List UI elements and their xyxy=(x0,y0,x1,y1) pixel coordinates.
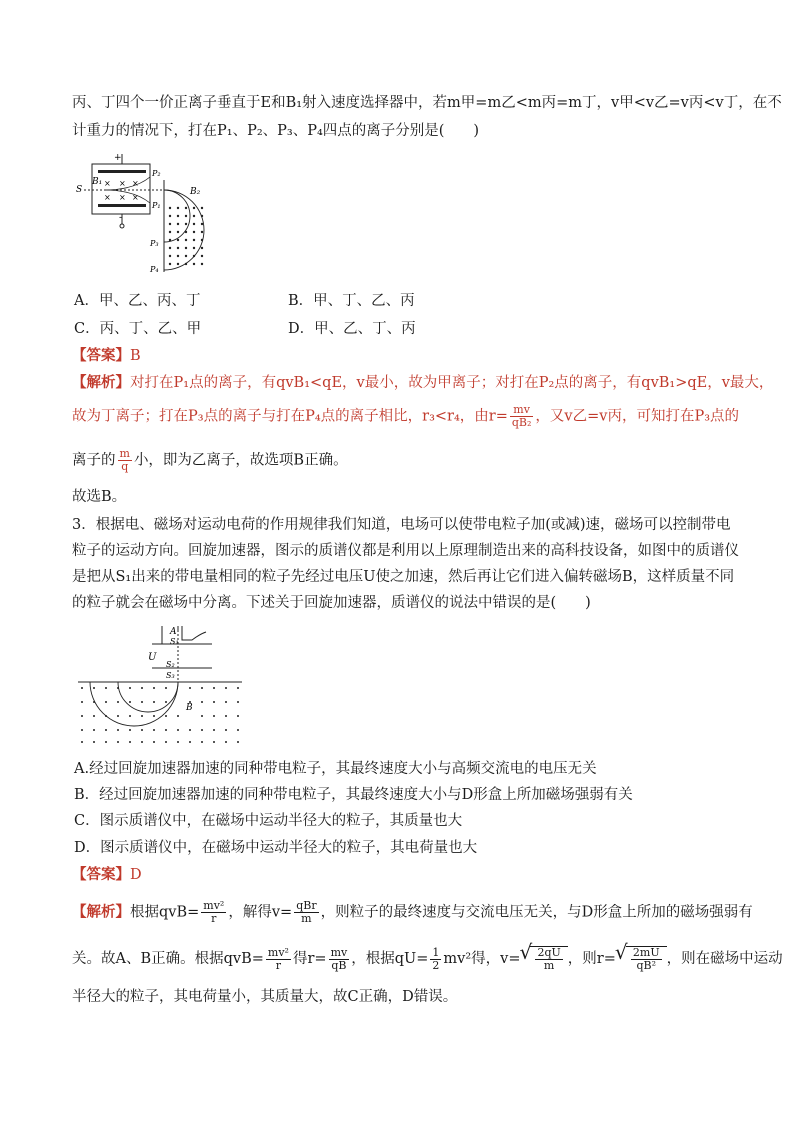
q3-analysis-line1 xyxy=(72,900,753,925)
S3-label: S₃ xyxy=(166,671,175,680)
frac-den: 2 xyxy=(432,958,440,972)
svg-text:×: × xyxy=(119,193,126,202)
q2-analysis-text2a: 故为丁离子；打在P₃点的离子与打在P₄点的离子相比，r₃<r₄，由r= xyxy=(72,408,508,425)
P2-label: P₂ xyxy=(152,169,161,178)
q2-analysis-line3 xyxy=(72,448,348,473)
q3-option-b: B．经过回旋加速器加速的同种带电粒子，其最终速度大小与D形盒上所加磁场强弱有关 xyxy=(74,787,633,803)
frac-num: √ 2qU xyxy=(537,946,561,959)
q3-an2-d: mv²得，v= xyxy=(443,951,521,967)
q3-stem-line1: 3．根据电、磁场对运动电荷的作用规律我们知道，电场可以使带电粒子加(或减)速，磁场可以控制带电 xyxy=(72,517,731,533)
B1-label: B₁ xyxy=(92,177,103,187)
B2-label: B₂ xyxy=(190,187,201,197)
fraction xyxy=(430,947,441,972)
frac-den: r xyxy=(275,958,282,972)
sqrt-expression xyxy=(626,946,667,972)
q2-conclusion: 故选B。 xyxy=(72,489,127,505)
frac-den: q xyxy=(121,460,129,473)
q2-stem-line2: 计重力的情况下，打在P₁、P₂、P₃、P₄四点的离子分别是( ) xyxy=(72,123,480,139)
fraction xyxy=(329,947,350,972)
sqrt-expression xyxy=(530,946,567,972)
q2-option-c: C．丙、丁、乙、甲 xyxy=(74,321,202,337)
fraction xyxy=(201,900,226,925)
fraction xyxy=(266,947,291,972)
q2-analysis-line1 xyxy=(72,372,773,394)
q2-analysis-line2 xyxy=(72,404,739,429)
q3-an1-c: ，则粒子的最终速度与交流电压无关，与D形盒上所加的磁场强弱有 xyxy=(320,904,753,921)
svg-text:×: × xyxy=(104,193,111,202)
B-label: B xyxy=(186,703,193,713)
q3-analysis-line2 xyxy=(72,946,783,972)
fraction-mv-qB2 xyxy=(510,404,534,429)
frac-den: m xyxy=(301,912,312,925)
q3-an2-c: ，根据qU= xyxy=(351,951,429,967)
q3-option-d: D．图示质谱仪中，在磁场中运动半径大的粒子，其电荷量也大 xyxy=(74,840,478,856)
fraction-m-q xyxy=(118,448,132,473)
U-label: U xyxy=(148,652,157,663)
q3-an2-f: ，则在磁场中运动 xyxy=(666,951,783,967)
q2-analysis-text3b: 小，即为乙离子，故选项B正确。 xyxy=(133,452,348,469)
svg-text:×: × xyxy=(132,179,139,188)
q2-analysis-text1: 对打在P₁点的离子，有qvB₁<qE，v最小，故为甲离子；对打在P₂点的离子，有qvB₁>qE，v最大， xyxy=(130,375,774,391)
q3-stem-line2: 粒子的运动方向。回旋加速器，图示的质谱仪都是利用以上原理制造出来的高科技设备，如图中的质谱仪 xyxy=(72,543,739,559)
q2-analysis-text2b: ，又v乙=v丙，可知打在P₃点的 xyxy=(535,408,740,425)
svg-text:×: × xyxy=(119,179,126,188)
S2-label: S₂ xyxy=(166,660,175,669)
frac-num: mv xyxy=(510,404,534,417)
q3-an2-a: 关。故A、B正确。根据qvB= xyxy=(72,951,264,967)
fraction xyxy=(535,947,562,972)
frac-den: r xyxy=(211,912,217,925)
q3-analysis-line3: 半径大的粒子，其电荷量小，其质量大，故C正确，D错误。 xyxy=(72,989,458,1005)
frac-num: 1 xyxy=(432,945,440,959)
A-label: A xyxy=(170,627,177,637)
frac-den: m xyxy=(543,959,555,972)
svg-text:×: × xyxy=(104,179,111,188)
q2-answer-line xyxy=(72,345,141,367)
frac-num: √ 2mU xyxy=(632,946,660,959)
P1-label: P₁ xyxy=(152,201,161,210)
q2-option-b: B．甲、丁、乙、丙 xyxy=(288,293,415,309)
q3-stem-line4: 的粒子就会在磁场中分离。下述关于回旋加速器，质谱仪的说法中错误的是( ) xyxy=(72,595,591,611)
q2-option-d: D．甲、乙、丁、丙 xyxy=(288,321,416,337)
P4-label: P₄ xyxy=(150,265,159,274)
frac-num: mv xyxy=(330,945,348,959)
answer-tag: 【答案】 xyxy=(72,866,130,883)
q3-option-a: A.经过回旋加速器加速的同种带电粒子，其最终速度大小与高频交流电的电压无关 xyxy=(74,761,597,777)
analysis-tag: 【解析】 xyxy=(72,903,130,921)
S-label: S xyxy=(76,185,83,195)
q2-answer: B xyxy=(130,348,141,364)
analysis-tag: 【解析】 xyxy=(72,374,130,391)
q2-analysis-text3a: 离子的 xyxy=(72,452,116,469)
frac-num: mv² xyxy=(203,899,225,912)
q3-an1-a: 根据qvB= xyxy=(130,904,200,921)
q3-option-c: C．图示质谱仪中，在磁场中运动半径大的粒子，其质量也大 xyxy=(74,813,463,829)
svg-text:×: × xyxy=(132,193,139,202)
plus-label: + xyxy=(114,153,122,163)
q3-an1-b: ，解得v= xyxy=(228,904,293,921)
minus-label: - xyxy=(119,213,123,223)
P3-label: P₃ xyxy=(150,239,159,248)
q3-stem-line3: 是把从S₁出来的带电量相同的粒子先经过电压U使之加速，然后再让它们进入偏转磁场B，这样质量不同 xyxy=(72,569,735,585)
frac-num: m xyxy=(119,447,130,460)
frac-den: qB₂ xyxy=(511,416,532,429)
frac-num: mv² xyxy=(267,945,289,959)
frac-den: qB² xyxy=(636,959,657,972)
q3-an2-e: ，则r= xyxy=(567,951,616,967)
frac-num: qBr xyxy=(296,899,317,912)
q3-an2-b: 得r= xyxy=(292,951,327,967)
q2-stem-line1: 丙、丁四个一价正离子垂直于E和B₁射入速度选择器中，若m甲=m乙<m丙=m丁，v甲<v乙=v丙<v丁，在不 xyxy=(72,95,782,111)
mass-spectrometer-diagram xyxy=(74,622,244,747)
frac-den: qB xyxy=(331,958,347,972)
velocity-selector-diagram xyxy=(74,150,234,275)
answer-tag: 【答案】 xyxy=(72,347,130,364)
q3-answer: D xyxy=(130,867,142,883)
q2-option-a: A．甲、乙、丙、丁 xyxy=(74,293,201,309)
fraction xyxy=(631,947,662,972)
fraction xyxy=(294,900,318,925)
q3-answer-line xyxy=(72,864,142,886)
S1-label: S₁ xyxy=(170,637,179,646)
